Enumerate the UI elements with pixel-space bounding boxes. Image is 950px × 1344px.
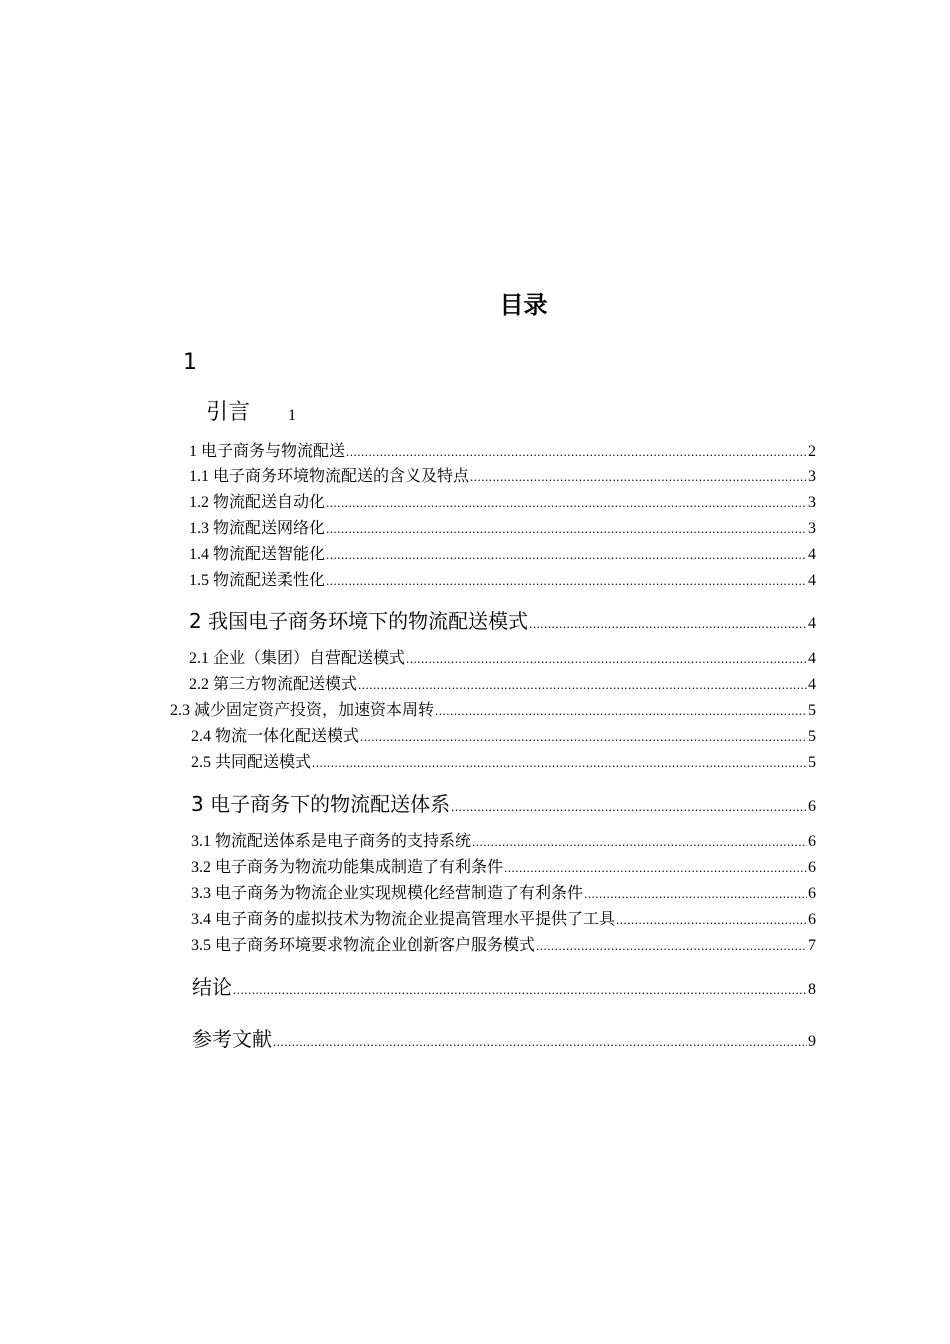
toc-entry-1-1[interactable] [189, 465, 816, 489]
toc-entry-1-3[interactable] [189, 517, 816, 541]
toc-entry-label: 结论 [192, 975, 232, 999]
toc-entry-page: 8 [808, 981, 816, 998]
leader-dots [273, 1027, 807, 1057]
toc-entry-2[interactable] [189, 606, 816, 636]
leader-dots [233, 975, 807, 1005]
toc-entry-page: 3 [808, 494, 816, 511]
toc-entry-label: 1.5 物流配送柔性化 [189, 572, 326, 589]
leader-dots [326, 517, 807, 541]
leader-dots [529, 609, 807, 639]
leader-dots [472, 830, 807, 854]
toc-entry-label: 2 我国电子商务环境下的物流配送模式 [189, 609, 529, 633]
toc-entry-label: 参考文献 [192, 1027, 272, 1051]
leader-dots [451, 792, 807, 822]
toc-entry-2-5[interactable] [191, 751, 816, 775]
toc-entry-page: 3 [808, 468, 816, 485]
toc-entry-3-2[interactable] [191, 856, 816, 880]
toc-entry-label: 1.2 物流配送自动化 [189, 494, 326, 511]
toc-entry-intro-label: 引言 [206, 400, 251, 425]
leader-dots [312, 751, 807, 775]
toc-entry-conclusion[interactable] [192, 972, 816, 1002]
toc-entry-label: 2.5 共同配送模式 [191, 754, 312, 771]
toc-entry-label: 1.1 电子商务环境物流配送的含义及特点 [189, 468, 470, 485]
leader-dots [326, 543, 807, 567]
toc-entry-3[interactable] [191, 789, 816, 819]
toc-entry-page: 4 [808, 546, 816, 563]
toc-entry-1-5[interactable] [189, 569, 816, 593]
toc-entry-2-4[interactable] [191, 725, 816, 749]
toc-entry-3-1[interactable] [191, 830, 816, 854]
toc-entry-1-2[interactable] [189, 491, 816, 515]
toc-entry-3-5[interactable] [191, 934, 816, 958]
toc-entry-label: 2.1 企业（集团）自营配送模式 [189, 650, 406, 667]
leader-dots [504, 856, 807, 880]
leader-dots [406, 647, 807, 671]
toc-entry-page: 6 [808, 859, 816, 876]
toc-entry-label: 3.4 电子商务的虚拟技术为物流企业提高管理水平提供了工具 [191, 911, 616, 928]
toc-entry-label: 3 电子商务下的物流配送体系 [191, 792, 451, 816]
toc-entry-page: 2 [808, 443, 816, 460]
toc-entry-label: 3.2 电子商务为物流功能集成制造了有利条件 [191, 859, 504, 876]
toc-entry-label: 3.5 电子商务环境要求物流企业创新客户服务模式 [191, 937, 536, 954]
toc-entry-page: 4 [808, 676, 816, 693]
leader-dots [358, 673, 807, 697]
leader-dots [616, 908, 807, 932]
toc-entry-page: 6 [808, 833, 816, 850]
toc-entry-page: 9 [808, 1033, 816, 1050]
toc-entry-label: 1.3 物流配送网络化 [189, 520, 326, 537]
toc-entry-page: 6 [808, 885, 816, 902]
toc-entry-references[interactable] [192, 1024, 816, 1054]
toc-entry-2-1[interactable] [189, 647, 816, 671]
leader-dots [584, 882, 807, 906]
toc-entry-page: 5 [808, 728, 816, 745]
toc-entry-label: 2.4 物流一体化配送模式 [191, 728, 360, 745]
leader-dots [346, 440, 807, 464]
toc-entry-label: 1.4 物流配送智能化 [189, 546, 326, 563]
toc-entry-2-2[interactable] [189, 673, 816, 697]
leader-dots [360, 725, 807, 749]
toc-entry-page: 3 [808, 520, 816, 537]
leader-dots [326, 491, 807, 515]
top-number: 1 [183, 350, 197, 375]
toc-entry-intro-page: 1 [288, 407, 296, 424]
toc-entry-label: 3.1 物流配送体系是电子商务的支持系统 [191, 833, 472, 850]
toc-entry-page: 5 [808, 702, 816, 719]
toc-entry-1-4[interactable] [189, 543, 816, 567]
toc-entry-label: 2.3 减少固定资产投资，加速资本周转 [170, 702, 435, 719]
toc-entry-page: 5 [808, 754, 816, 771]
toc-title: 目录 [499, 291, 548, 319]
toc-entry-page: 7 [808, 937, 816, 954]
toc-entry-page: 4 [808, 572, 816, 589]
leader-dots [470, 465, 807, 489]
toc-entry-2-3[interactable] [170, 699, 816, 723]
leader-dots [435, 699, 807, 723]
toc-entry-page: 4 [808, 650, 816, 667]
toc-entry-3-4[interactable] [191, 908, 816, 932]
toc-entry-3-3[interactable] [191, 882, 816, 906]
leader-dots [326, 569, 807, 593]
toc-entry-label: 1 电子商务与物流配送 [189, 443, 346, 460]
toc-entry-label: 2.2 第三方物流配送模式 [189, 676, 358, 693]
toc-entry-page: 6 [808, 911, 816, 928]
toc-entry-label: 3.3 电子商务为物流企业实现规模化经营制造了有利条件 [191, 885, 584, 902]
leader-dots [536, 934, 807, 958]
toc-entry-1[interactable] [189, 440, 816, 464]
toc-entry-page: 6 [808, 798, 816, 815]
toc-entry-page: 4 [808, 615, 816, 632]
